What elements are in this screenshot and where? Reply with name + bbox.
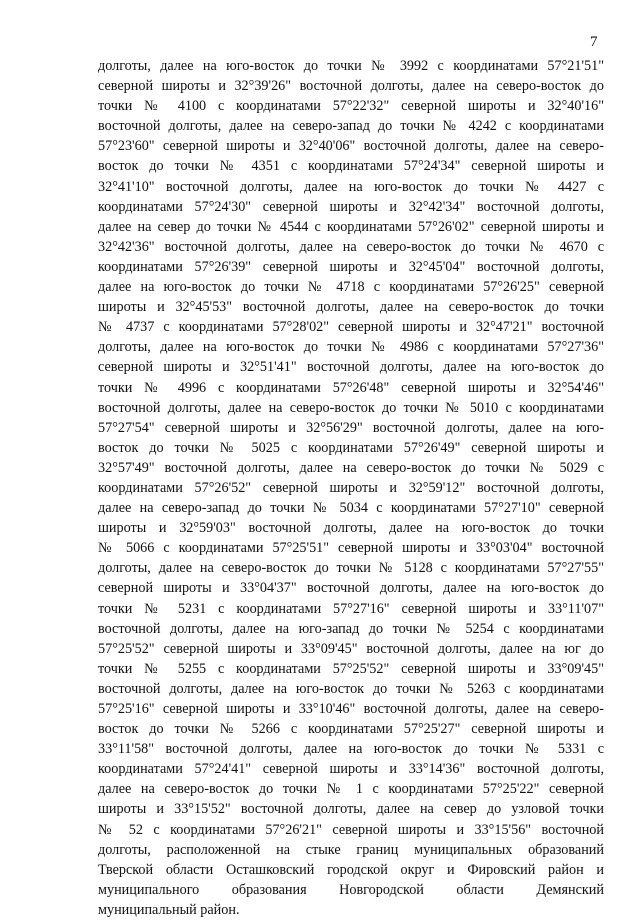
text-line: далее на северо-восток до точки № 1 с координатами 57°25'22" северной <box>98 781 604 798</box>
text-line: № 52 с координатами 57°26'21" северной широты и 33°15'56" восточной <box>98 821 604 838</box>
text-line: долготы, далее на северо-восток до точки № 5128 с координатами 57°27'55" <box>98 560 604 577</box>
document-body <box>98 56 604 920</box>
text-line: северной широты и 32°39'26" восточной долготы, далее на северо-восток до <box>98 78 604 95</box>
text-line: восток до точки № 5266 с координатами 57°25'27" северной широты и <box>98 721 604 738</box>
text-line: № 5066 с координатами 57°25'51" северной широты и 33°03'04" восточной <box>98 540 604 557</box>
text-line: № 4737 с координатами 57°28'02" северной широты и 32°47'21" восточной <box>98 319 604 336</box>
page-number: 7 <box>590 34 598 50</box>
text-line: 32°42'36" восточной долготы, далее на северо-восток до точки № 4670 с <box>98 238 604 255</box>
text-line: восточной долготы, далее на северо-восток до точки № 5010 с координатами <box>98 399 604 416</box>
text-line: 32°57'49" восточной долготы, далее на северо-восток до точки № 5029 с <box>98 459 604 476</box>
text-line: широты и 32°59'03" восточной долготы, далее на юго-восток до точки <box>98 520 604 537</box>
text-line: 33°11'58" восточной долготы, далее на юго-восток до точки № 5331 с <box>98 741 604 758</box>
text-line: координатами 57°24'30" северной широты и 32°42'34" восточной долготы, <box>98 198 604 215</box>
text-line: широты и 32°45'53" восточной долготы, далее на северо-восток до точки <box>98 299 604 316</box>
text-line: далее на север до точки № 4544 с координатами 57°26'02" северной широты и <box>98 218 604 235</box>
text-line: далее на северо-запад до точки № 5034 с координатами 57°27'10" северной <box>98 500 604 517</box>
text-line: широты и 33°15'52" восточной долготы, далее на север до узловой точки <box>98 801 604 818</box>
text-line: восточной долготы, далее на северо-запад до точки № 4242 с координатами <box>98 118 604 135</box>
text-line: муниципальный район. <box>98 901 240 918</box>
text-line: далее на юго-восток до точки № 4718 с координатами 57°26'25" северной <box>98 279 604 296</box>
text-line: точки № 5255 с координатами 57°25'52" северной широты и 33°09'45" <box>98 660 604 677</box>
text-line: восток до точки № 5025 с координатами 57°26'49" северной широты и <box>98 439 604 456</box>
text-line: долготы, далее на юго-восток до точки № 4986 с координатами 57°27'36" <box>98 339 604 356</box>
text-line: муниципального образования Новгородской области Демянский <box>98 881 604 898</box>
text-line: долготы, далее на юго-восток до точки № 3992 с координатами 57°21'51" <box>98 58 604 74</box>
text-line: восток до точки № 4351 с координатами 57°24'34" северной широты и <box>98 158 604 175</box>
text-line: 57°23'60" северной широты и 32°40'06" восточной долготы, далее на северо- <box>98 138 604 155</box>
text-line: восточной долготы, далее на юго-запад до точки № 5254 с координатами <box>98 620 604 637</box>
text-line: восточной долготы, далее на юго-восток до точки № 5263 с координатами <box>98 680 604 697</box>
text-line: точки № 4996 с координатами 57°26'48" северной широты и 32°54'46" <box>98 379 604 396</box>
text-line: координатами 57°26'52" северной широты и 32°59'12" восточной долготы, <box>98 479 604 496</box>
text-line: 57°27'54" северной широты и 32°56'29" восточной долготы, далее на юго- <box>98 419 604 436</box>
text-line: 57°25'52" северной широты и 33°09'45" восточной долготы, далее на юг до <box>98 640 604 657</box>
text-line: Тверской области Осташковский городской округ и Фировский район и <box>98 861 604 878</box>
text-line: координатами 57°24'41" северной широты и 33°14'36" восточной долготы, <box>98 761 604 778</box>
text-line: северной широты и 32°51'41" восточной долготы, далее на юго-восток до <box>98 359 604 376</box>
text-line: 57°25'16" северной широты и 33°10'46" восточной долготы, далее на северо- <box>98 701 604 717</box>
text-line: долготы, расположенной на стыке границ муниципальных образований <box>98 841 604 858</box>
text-line: точки № 5231 с координатами 57°27'16" северной широты и 33°11'07" <box>98 600 604 617</box>
text-line: точки № 4100 с координатами 57°22'32" северной широты и 32°40'16" <box>98 98 604 115</box>
text-line: координатами 57°26'39" северной широты и 32°45'04" восточной долготы, <box>98 258 604 275</box>
text-line: 32°41'10" восточной долготы, далее на юго-восток до точки № 4427 с <box>98 178 604 195</box>
text-line: северной широты и 33°04'37" восточной долготы, далее на юго-восток до <box>98 580 604 597</box>
